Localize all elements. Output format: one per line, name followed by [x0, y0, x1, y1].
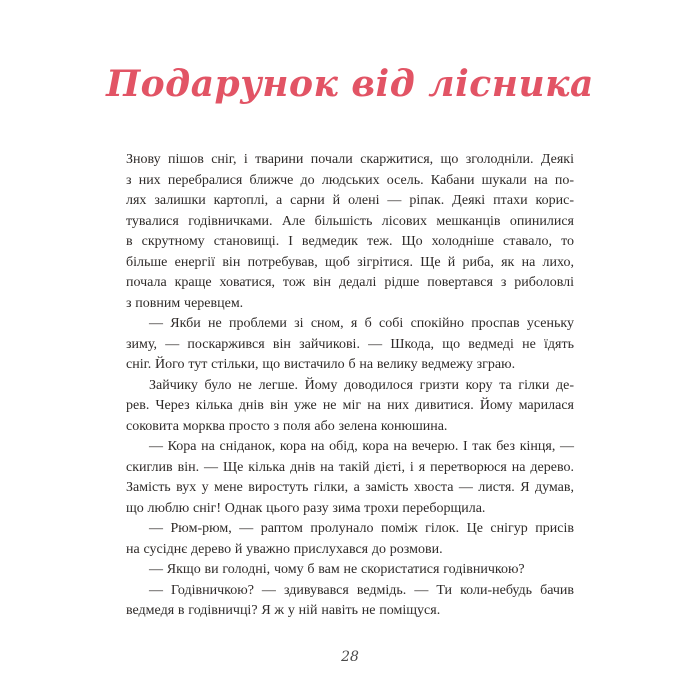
text-line: що люблю сніг! Однак цього разу зима трохи переборщила.	[126, 500, 486, 516]
text-line: — Кора на сніданок, кора на обід, кора на вечерю. І так без кінця, —	[149, 439, 574, 454]
page-number: 28	[341, 649, 359, 665]
text-line: ведмедя в годівничці? Я ж у ній навіть не поміщуся.	[126, 603, 441, 618]
body-text	[126, 150, 574, 622]
text-line: — Якби не проблеми зі сном, я б собі спокійно проспав усеньку	[149, 316, 574, 331]
text-line: на сусіднє дерево й уважно прислухався до розмови.	[126, 541, 443, 557]
text-line: соковита морква просто з поля або зелена конюшина.	[126, 418, 448, 434]
text-line: — Якщо ви голодні, чому б вам не скористатися годівничкою?	[149, 562, 525, 577]
text-line: в скрутному становищі. І ведмедик теж. Що холодніше ставало, то	[126, 234, 574, 249]
text-line: більше енергії він потребував, щоб зігрітися. Ще й риба, як на лихо,	[126, 254, 574, 270]
text-line: — Годівничкою? — здивувався ведмідь. — Ти коли-небудь бачив	[149, 582, 574, 598]
text-line: скиглив він. — Ще кілька днів на такій дієті, і я перетворюся на дерево.	[126, 459, 574, 475]
text-line: зиму, — поскаржився він зайчикові. — Шкода, що ведмеді не їдять	[126, 336, 574, 352]
text-line: з повним черевцем.	[126, 295, 244, 311]
text-line: рев. Через кілька днів він уже не міг на них дивитися. Йому марилася	[126, 398, 574, 413]
text-line: тувалися годівничками. Але більшість лісових мешканців опинилися	[126, 213, 574, 229]
text-line: Замість вух у мене виростуть гілки, а замість хвоста — листя. Я думав,	[126, 480, 574, 495]
text-line: Зайчику було не легше. Йому доводилося гризти кору та гілки де-	[149, 377, 574, 393]
chapter-title: Подарунок від лісника	[106, 63, 594, 105]
text-line: з них перебралися ближче до людських осель. Кабани шукали на по-	[126, 172, 574, 188]
text-line: Знову пішов сніг, і тварини почали скаржитися, що зголодніли. Деякі	[126, 152, 574, 167]
text-line: — Рюм-рюм, — раптом пролунало поміж гілок. Це снігур присів	[149, 521, 574, 536]
text-line: сніг. Його тут стільки, що вистачило б на велику ведмежу зграю.	[126, 357, 516, 372]
text-line: почала краще ховатися, тож він дедалі рідше повертався з риболовлі	[126, 275, 574, 290]
text-line: лях залишки картоплі, а сарни й олені — ріпак. Деякі птахи корис-	[126, 193, 574, 208]
